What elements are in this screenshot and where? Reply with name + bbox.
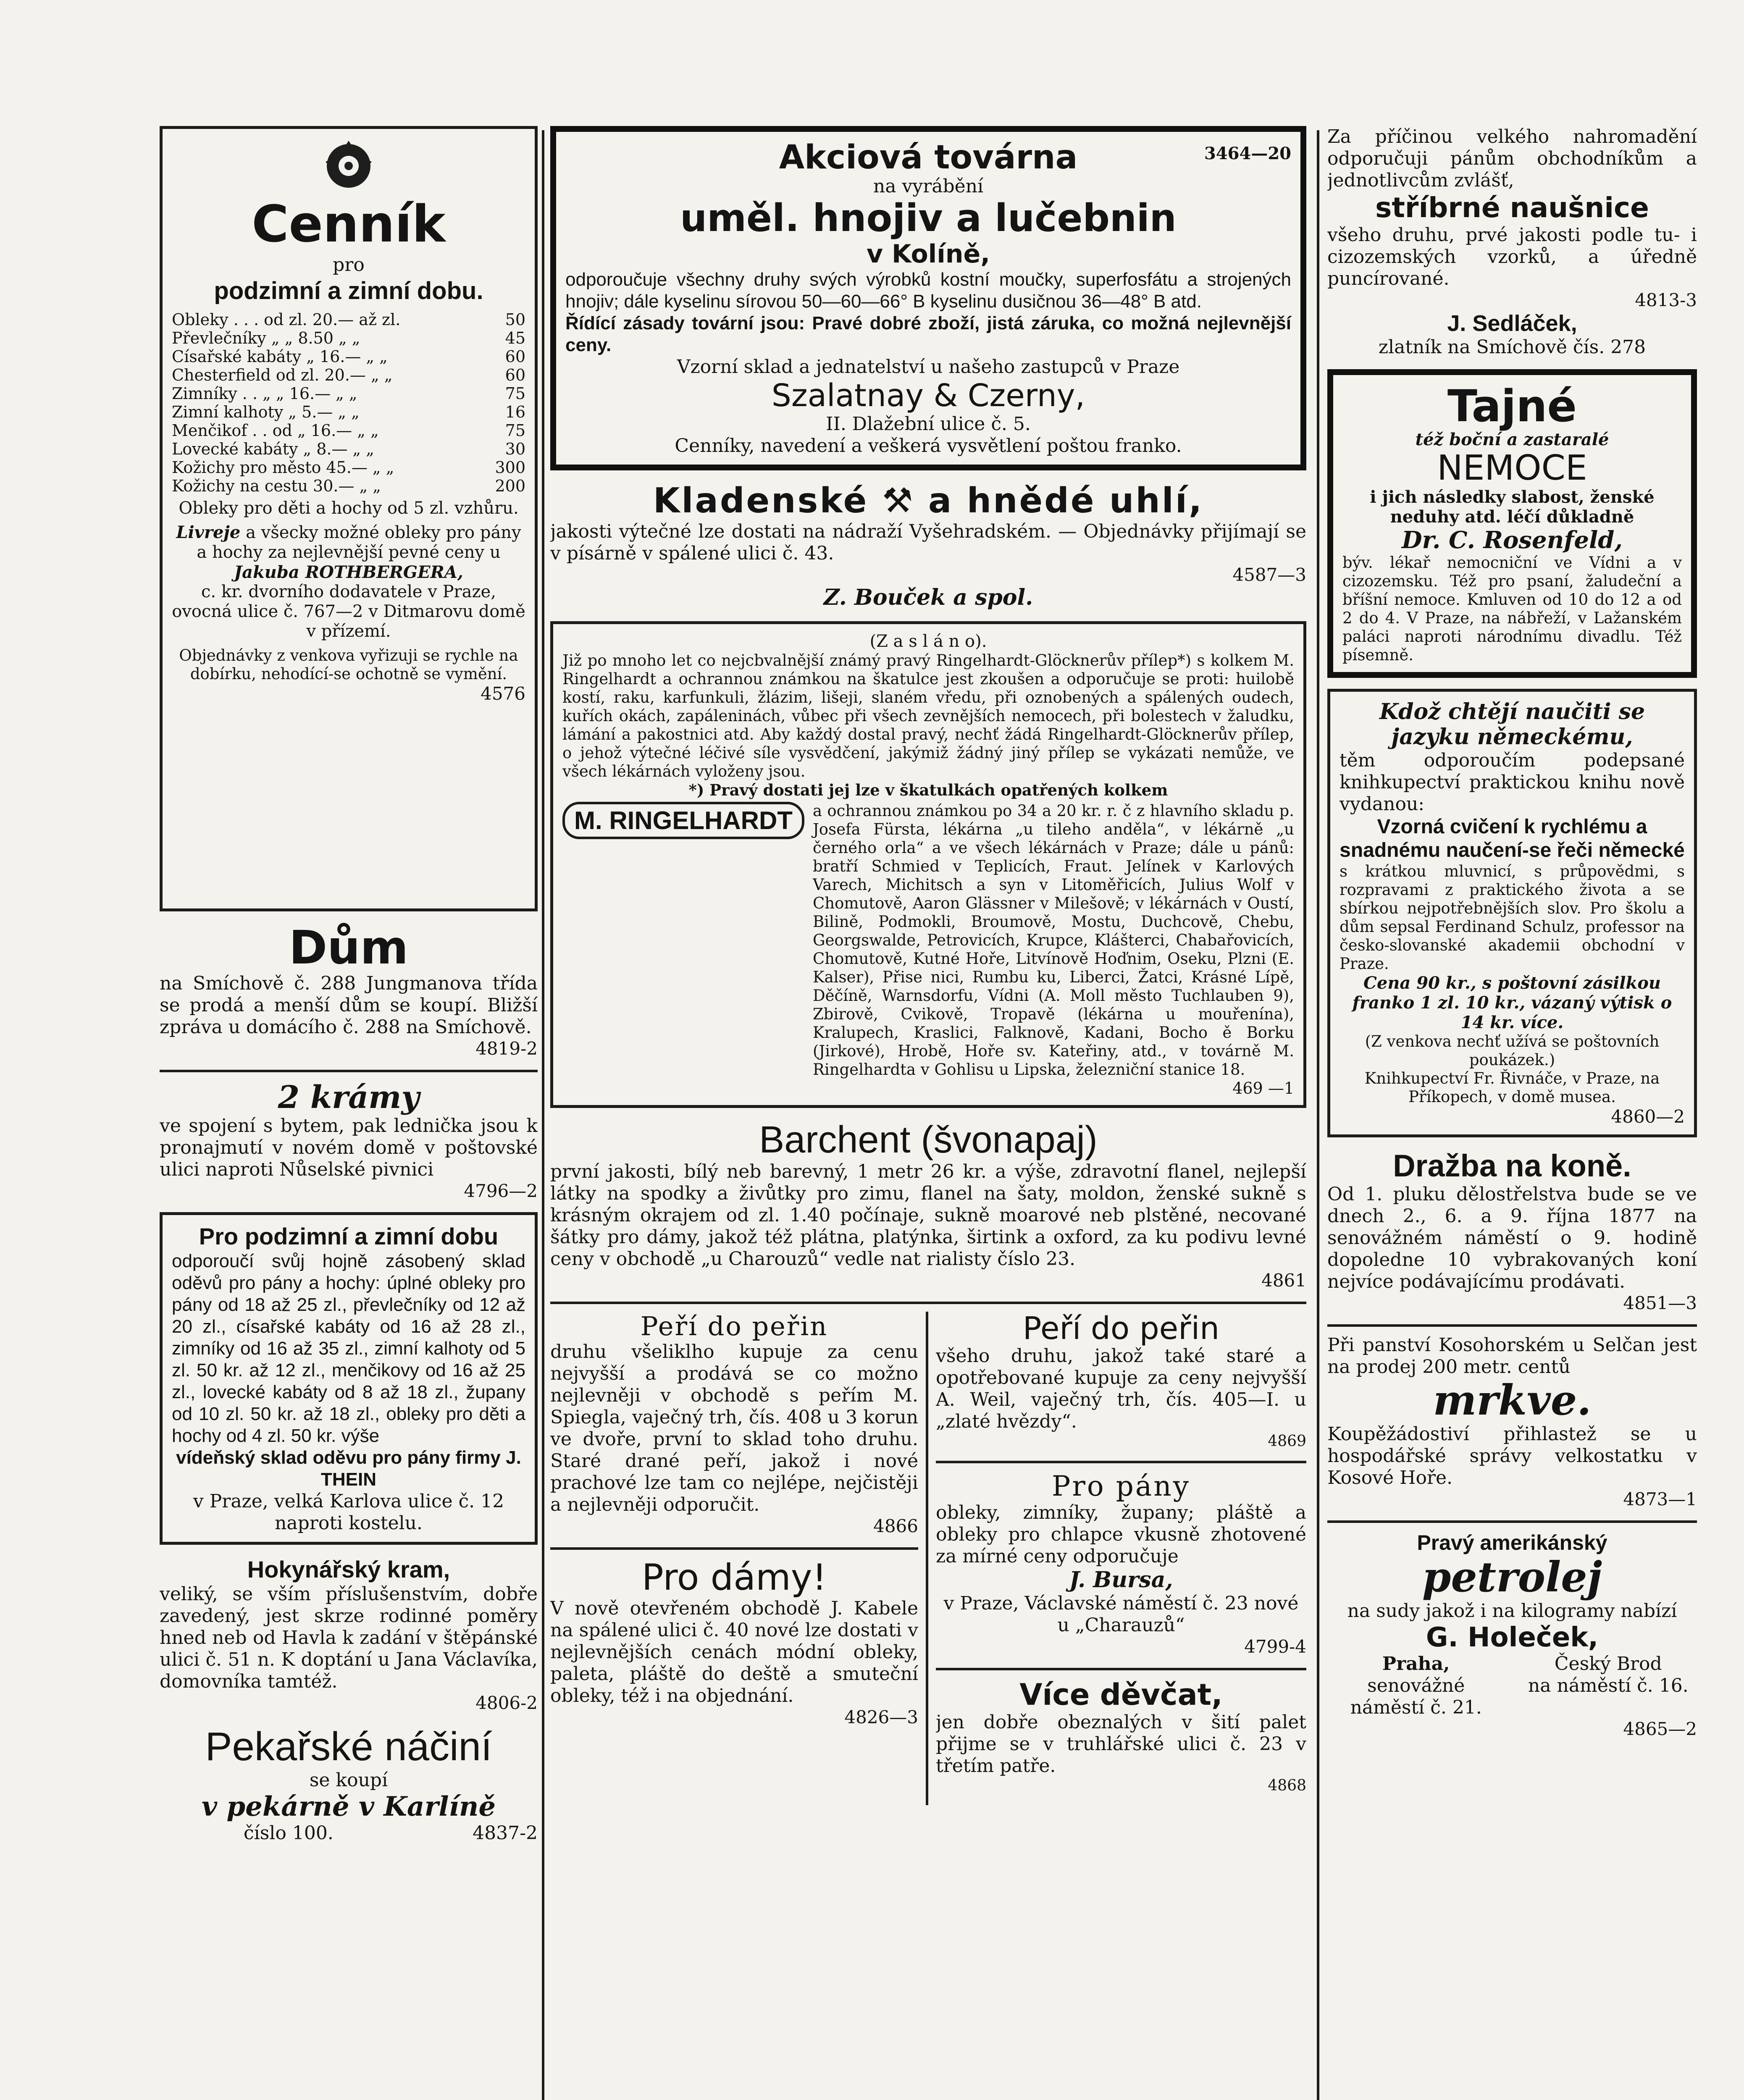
- cennik-country: Objednávky z venkova vyřizuji se rychle na dobírku, nehodící-se ochotně se vymění.: [179, 646, 518, 683]
- petrolej-text2: na sudy jakož i na kilogramy nabízí: [1347, 1600, 1677, 1622]
- price-value: 30: [505, 440, 525, 458]
- cennik-firm: Jakuba ROTHBERGERA,: [234, 562, 463, 582]
- sedlacek-name: J. Sedláček,: [1447, 311, 1577, 336]
- nemecka-book: Vzorná cvičení k rychlému a snadnému naučení-se řeči německé: [1340, 816, 1685, 861]
- nemecka-price: Cena 90 kr., s poštovní zásilkou franko 1 zl. 10 kr., vázaný výtisk o 14 kr. více.: [1352, 973, 1672, 1032]
- pekar-ref: 4837-2: [473, 1822, 538, 1844]
- tajne-text: i jich následky slabost, ženské neduhy atd. léčí důkladně: [1370, 487, 1655, 527]
- petrolej-left-city: Praha,: [1382, 1653, 1450, 1675]
- ad-sedlacek: [1327, 126, 1697, 358]
- pany-text: obleky, zimníky, župany; pláště a obleky pro chlapce vkusně zhotovené za mírné ceny odporučuje: [936, 1502, 1306, 1567]
- price-value: 45: [505, 329, 525, 347]
- drazba-ref: 4851—3: [1623, 1293, 1697, 1313]
- devcat-text: jen dobře obeznalých v šití palet přijme se v truhlářské ulici č. 23 v třetím patře.: [936, 1712, 1306, 1777]
- price-value: 75: [505, 421, 525, 440]
- dum-text: na Smíchově č. 288 Jungmanova třída se prodá a menší dům se koupí. Bližší zpráva u domácího č. 288 na Smíchově.: [160, 973, 538, 1038]
- peri-right-text: všeho druhu, jakož také staré a opotřebované kupuje za ceny nejvyšší A. Weil, vaječný trh, čís. 405—I. u „zlaté hvězdy“.: [936, 1345, 1306, 1432]
- divider: [1327, 1324, 1697, 1327]
- akciova-sub1: na vyrábění: [873, 176, 984, 197]
- coat-of-arms-icon: [317, 136, 380, 195]
- nemecka-title: Kdož chtějí naučiti se jazyku německému,: [1379, 699, 1645, 750]
- pany-address: v Praze, Václavské náměstí č. 23 nové u „Charauzů“: [943, 1593, 1299, 1636]
- akciova-sub2: uměl. hnojiv a lučebnin: [680, 196, 1177, 240]
- price-row: [172, 310, 525, 329]
- sedlacek-text: Za příčinou velkého nahromadění odporučuji pánům obchodníkům a jednotlivcům zvlášť,: [1327, 126, 1697, 191]
- ad-peri-weil: [936, 1312, 1306, 1450]
- ad-akciova-tovarna: [550, 126, 1306, 470]
- devcat-ref: 4868: [1268, 1777, 1306, 1794]
- kladenske-ref: 4587—3: [1232, 564, 1306, 585]
- ringelhardt-text: Již po mnoho let co nejcbvalnější známý pravý Ringelhardt-Glöcknerův přílep*) s kolkem M. Ringelhardt a ochrannou známkou na škatulce jest zkoušen a odporučuje se proti: huilobě kostí, raku, karfunkuli, žlázim, lišeji, slaném vředu, při oznobených a spálených oudech, kuřích okách, zapáleninách, vůbec při všech zevnějších nemocech, při bolestech v žaludku, lámání a pakostnici atd. Aby každý dostal pravý, nechť žádá Ringelhardt-Glöcknerův přílep, o jehož výtečné léčivé síle vysvědčení, jakýmiž žádný jiný přílep se vykázati nemůže, ve všech lékárnách vyloženy jsou.: [562, 651, 1294, 780]
- livreje-lead: Livreje: [176, 522, 241, 542]
- ad-ringelhardt: [550, 621, 1306, 1108]
- cennik-firm-text: c. kr. dvorního dodavatele v Praze, ovocná ulice č. 767—2 v Ditmarovu domě v přízemí.: [172, 582, 525, 641]
- column-rule: [542, 130, 544, 2100]
- column-rule: [1317, 130, 1319, 2100]
- price-list: [172, 310, 525, 495]
- pany-ref: 4799-4: [1244, 1636, 1306, 1657]
- price-value: 50: [505, 310, 525, 329]
- thein-address: v Praze, velká Karlova ulice č. 12 naproti kostelu.: [193, 1491, 504, 1534]
- cennik-pro: pro: [333, 254, 365, 276]
- pekar-title: Pekařské náčiní: [205, 1724, 492, 1769]
- price-value: 200: [495, 477, 525, 495]
- ad-pro-pany: [936, 1471, 1306, 1657]
- price-item: Lovecké kabáty „ 8.— „ „: [172, 440, 374, 458]
- pany-title: Pro pány: [1051, 1471, 1191, 1502]
- tajne-doctor: Dr. C. Rosenfeld,: [1402, 526, 1623, 554]
- petrolej-left-addr: senovážné náměstí č. 21.: [1350, 1675, 1482, 1718]
- pekar-line2: v pekárně v Karlíně: [201, 1791, 496, 1822]
- kladenske-firm: Z. Bouček a spol.: [823, 585, 1033, 610]
- price-row: [172, 458, 525, 477]
- price-item: Zimníky . . „ „ 16.— „ „: [172, 384, 357, 403]
- ringelhardt-text2: a ochrannou známkou po 34 a 20 kr. r. č z hlavního skladu p. Josefa Fürsta, lékárna „u tileho anděla“, v lékárně „u černého orla“ a ve všech lékárnách v Praze; dále u pánů: bratří Schmied v Teplicích, Fraut. Jelínek v Karlových Varech, Michitsch a syn v Litoměřicích, Julius Wolf v Chomutově, Aaron Glässner v Milešově; v lékárnách v Oustí, Bilině, Podmokli, Broumově, Mostu, Duchcově, Chebu, Georgswalde, Petrovicích, Krupce, Klášterci, Chabařovicích, Chomutově, Kutné Hoře, Litvínově Hoďnim, Oseku, Plzni (E. Kalser), Přise nici, Rumbu ku, Liberci, Žatci, Krásné Lípě, Děčíně, Warnsdorfu, Vídni (A. Moll město Tuchlauben 9), Zbirově, Cvikově, Tropavě (lékárna u mouřenína), Kralupech, Kraslici, Falknově, Kadani, Bocho ě Borku (Jirkové), Hrobě, Hoře sv. Kateřiny, atd., v továrně M. Ringelhardta v Gohlisu u Lipska, železniční stanice 18.: [812, 802, 1294, 1079]
- grid-lower: [550, 1312, 1306, 1805]
- divider: [550, 1547, 918, 1550]
- ad-mrkve: [1327, 1334, 1697, 1509]
- kramy-title: 2 krámy: [278, 1080, 420, 1116]
- petrolej-name: G. Holeček,: [1426, 1622, 1599, 1653]
- drazba-title: Dražba na koně.: [1393, 1148, 1631, 1183]
- akciova-firm: Szalatnay & Czerny,: [771, 378, 1085, 414]
- mrkve-text: Při panství Kosohorském u Selčan jest na prodej 200 metr. centů: [1327, 1334, 1697, 1378]
- peri-left-title: Peří do peřin: [640, 1312, 828, 1341]
- price-row: [172, 347, 525, 366]
- akciova-principle: Řídící zásady tovární jsou: Pravé dobré zboží, jistá záruka, co možná nejlevnější ceny.: [565, 313, 1291, 355]
- price-value: 75: [505, 384, 525, 403]
- ad-cennik: [160, 126, 538, 911]
- column-right: [1327, 126, 1697, 1750]
- pekar-line1: se koupí: [309, 1769, 388, 1791]
- price-row: [172, 477, 525, 495]
- column-middle: [550, 126, 1306, 1805]
- barchent-ref: 4861: [1261, 1270, 1306, 1291]
- akciova-title: Akciová továrna: [779, 139, 1078, 176]
- price-item: Kožichy na cestu 30.— „ „: [172, 477, 381, 495]
- kladenske-text: jakosti výtečné lze dostati na nádraží Vyšehradském. — Objednávky přijímají se v písárně v spálené ulici č. 43.: [550, 521, 1306, 564]
- price-item: Císařské kabáty „ 16.— „ „: [172, 347, 388, 366]
- ad-petrolej: [1327, 1530, 1697, 1739]
- hokynar-text: veliký, se vším příslušenstvím, dobře zavedený, jest skrze rodinné poměry hned neb od Havla k zadání v štěpánské ulici č. 51 n. K doptání u Jana Václavíka, domovníka tamtéž.: [160, 1583, 538, 1692]
- nemecka-text: těm odporoučím podepsané knihkupectví praktickou knihu nově vydanou:: [1340, 750, 1685, 815]
- nemecka-text2: s krátkou mluvnicí, s průpovědmi, s rozpravami z praktického života a se sbírkou nejpotřebnějších slov. Pro školu a dům sepsal Ferdinand Schulz, professor na česko-slovanské akademii obchodní v Praze.: [1340, 862, 1685, 973]
- ad-pekar: [160, 1724, 538, 1844]
- ringelhardt-ref: 469 —1: [1232, 1079, 1294, 1097]
- akciova-address: II. Dlažební ulice č. 5.: [826, 413, 1031, 435]
- column-left: [160, 126, 538, 1855]
- ad-nemecka-kniha: [1327, 689, 1697, 1137]
- akciova-store: Vzorní sklad a jednatelství u našeho zastupců v Praze: [677, 356, 1180, 378]
- divider: [936, 1668, 1306, 1670]
- nemecka-seller: Knihkupectví Fr. Řivnáče, v Praze, na Příkopech, v domě musea.: [1364, 1069, 1660, 1106]
- price-value: 16: [505, 403, 525, 421]
- sedlacek-text2: všeho druhu, prvé jakosti podle tu- i cizozemských vzorků, a úředně puncírované.: [1327, 224, 1697, 289]
- dum-ref: 4819-2: [475, 1038, 538, 1059]
- nemecka-ref: 4860—2: [1611, 1106, 1685, 1127]
- mrkve-title: mrkve.: [1433, 1376, 1592, 1425]
- petrolej-right-city: Český Brod: [1554, 1653, 1662, 1675]
- peri-right-title: Peří do peřin: [1022, 1312, 1220, 1347]
- ad-kramy: [160, 1080, 538, 1201]
- ringelhardt-note: *) Pravý dostati jej lze v škatulkách opatřených kolkem: [688, 781, 1168, 799]
- ad-peri-spiegl: [550, 1312, 918, 1536]
- peri-left-text: druhu všeliklho kupuje za cenu nejvyšší a prodává se co možno nejlevněji v obchodě s peřím M. Spiegla, vaječný trh, čís. 408 u 3 korun ve dvoře, první to sklad toho druhu. Staré drané peří, jakož i nové prachové lze tam co nejlépe, nejčistěji a nejlevněji odporučit.: [550, 1341, 918, 1515]
- price-item: Chesterfield od zl. 20.— „ „: [172, 366, 393, 384]
- barchent-text: první jakosti, bílý neb barevný, 1 metr 26 kr. a výše, zdravotní flanel, nejlepší látky na spodky a živůtky pro zimu, flanel na šaty, moldon, ženské sukně s krásným okrajem od zl. 1.40 počínaje, sukně moarové neb plstěné, necované šátky pro dámy, jakož též plátna, platýnka, širtink a oxford, za ku podivu levné ceny v obchodě „u Charouzů“ vedle nat rialisty číslo 23.: [550, 1161, 1306, 1270]
- kramy-text: ve spojení s bytem, pak lednička jsou k pronajmutí v novém domě v poštovské ulici naproti Nůselské pivnici: [160, 1115, 538, 1180]
- devcat-title: Více děvčat,: [1019, 1678, 1223, 1712]
- akciova-footer: Cenníky, navedení a veškerá vysvětlení poštou franko.: [675, 435, 1182, 457]
- price-value: 60: [505, 366, 525, 384]
- ad-barchent: [550, 1119, 1306, 1291]
- divider: [550, 1302, 1306, 1304]
- price-row: [172, 366, 525, 384]
- barchent-title: Barchent (švonapaj): [759, 1119, 1098, 1161]
- petrolej-right-addr: na náměstí č. 16.: [1528, 1675, 1689, 1696]
- ad-pro-damy: [550, 1557, 918, 1727]
- dum-title: Dům: [289, 922, 409, 974]
- price-row: [172, 329, 525, 347]
- price-item: Zimní kalhoty „ 5.— „ „: [172, 403, 360, 421]
- livreje-text: a všecky možné obleky pro pány a hochy za nejlevnější pevné ceny u: [197, 523, 521, 562]
- kramy-ref: 4796—2: [464, 1181, 538, 1201]
- price-row: [172, 440, 525, 458]
- price-value: 60: [505, 347, 525, 366]
- akciova-text: odporoučuje všechny druhy svých výrobků kostní moučky, superfosfátu a strojených hnojiv; dále kyselinu sírovou 50—60—66° B kyselinu dusičnou 36—48° B atd.: [565, 269, 1291, 312]
- sedlacek-title: stříbrné naušnice: [1375, 192, 1649, 224]
- ad-hokynar: [160, 1556, 538, 1713]
- tajne-title: Tajné: [1447, 381, 1577, 432]
- price-value: 300: [495, 458, 525, 477]
- sedlacek-ref: 4813-3: [1635, 290, 1697, 310]
- divider: [1327, 1520, 1697, 1523]
- ad-drazba: [1327, 1148, 1697, 1313]
- damy-title: Pro dámy!: [641, 1557, 827, 1599]
- price-row: [172, 384, 525, 403]
- petrolej-title: petrolej: [1422, 1553, 1602, 1601]
- hokynar-title: Hokynářský kram,: [247, 1556, 450, 1583]
- nemecka-text3: (Z venkova nechť užívá se poštovních poukázek.): [1365, 1032, 1660, 1069]
- pany-firm: J. Bursa,: [1069, 1567, 1173, 1593]
- thein-title: Pro podzimní a zimní dobu: [199, 1223, 499, 1250]
- damy-text: V nově otevřeném obchodě J. Kabele na spálené ulici č. 40 nové lze dostati v nejlevnějších cenách módní obleky, paleta, pláště do deště a smuteční obleky, též i na objednání.: [550, 1598, 918, 1706]
- kladenske-title: Kladenské ⚒ a hnědé uhlí,: [653, 481, 1204, 521]
- sedlacek-address: zlatník na Smíchově čís. 278: [1378, 336, 1646, 358]
- thein-text: odporoučí svůj hojně zásobený sklad oděvů pro pány a hochy: úplné obleky pro pány od 18 až 25 zl., převlečníky od 12 až 20 zl., císařské kabáty od 16 až 28 zl., zimníky od 16 až 35 zl., zimní kalhoty od 5 zl. 50 kr. až 12 zl., menčikovy od 16 až 25 zl., lovecké kabáty od 8 až 18 zl., župany od 10 zl. 50 kr. až 18 zl., obleky pro děti a hochy od 4 zl. 50 kr. výše: [172, 1251, 525, 1446]
- price-row: [172, 403, 525, 421]
- price-item: Převlečníky „ „ 8.50 „ „: [172, 329, 360, 347]
- cennik-subtitle: podzimní a zimní dobu.: [214, 277, 483, 304]
- cennik-children: Obleky pro děti a hochy od 5 zl. vzhůru.: [179, 499, 519, 518]
- tajne-sub: též boční a zastaralé: [1415, 430, 1609, 449]
- damy-ref: 4826—3: [844, 1707, 918, 1727]
- akciova-ref: 3464—20: [1204, 144, 1291, 163]
- ad-vice-devcat: [936, 1678, 1306, 1794]
- ad-tajne-nemoce: [1327, 369, 1697, 678]
- peri-left-ref: 4866: [873, 1516, 918, 1536]
- cennik-title: Cenník: [252, 195, 446, 254]
- divider: [936, 1461, 1306, 1463]
- cennik-ref: 4576: [481, 683, 525, 704]
- mrkve-ref: 4873—1: [1623, 1489, 1697, 1509]
- price-row: [172, 421, 525, 440]
- price-item: Kožichy pro město 45.— „ „: [172, 458, 394, 477]
- tajne-title2: NEMOCE: [1437, 448, 1587, 488]
- ringelhardt-head: (Z a s l á n o).: [869, 632, 987, 651]
- ad-kladenske: [550, 481, 1306, 610]
- thein-firm: vídeňský sklad oděvu pro pány firmy J. THEIN: [176, 1447, 521, 1490]
- petrolej-ref: 4865—2: [1623, 1719, 1697, 1739]
- akciova-sub3: v Kolíně,: [867, 239, 990, 269]
- drazba-text: Od 1. pluku dělostřelstva bude se ve dnech 2., 6. a 9. října 1877 na senovážném náměstí o 9. hodině dopoledne 10 vybrakovaných koní nejvíce podávajícímu prodávati.: [1327, 1184, 1697, 1292]
- tajne-text2: býv. lékař nemocniční ve Vídni a v cizozemsku. Též pro psaní, žaludeční a bříšní nemoce. Kmluven od 10 do 12 a od 2 do 4. V Praze, na nábřeží, v Lažanském paláci naproti národnímu divadlu. Též písemně.: [1342, 554, 1682, 664]
- divider: [160, 1070, 538, 1072]
- hokynar-ref: 4806-2: [475, 1693, 538, 1713]
- peri-right-ref: 4869: [1268, 1433, 1306, 1450]
- price-item: Obleky . . . od zl. 20.— až zl.: [172, 310, 401, 329]
- mrkve-text2: Koupěžádostiví přihlastež se u hospodářské správy velkostatku v Kosové Hoře.: [1327, 1423, 1697, 1488]
- pekar-line3: číslo 100.: [244, 1822, 334, 1844]
- ad-thein: [160, 1212, 538, 1545]
- ad-dum: [160, 922, 538, 1059]
- price-item: Menčikof . . od „ 16.— „ „: [172, 421, 379, 440]
- petrolej-text: Pravý amerikánský: [1417, 1531, 1607, 1554]
- ringelhardt-stamp: M. RINGELHARDT: [562, 802, 804, 839]
